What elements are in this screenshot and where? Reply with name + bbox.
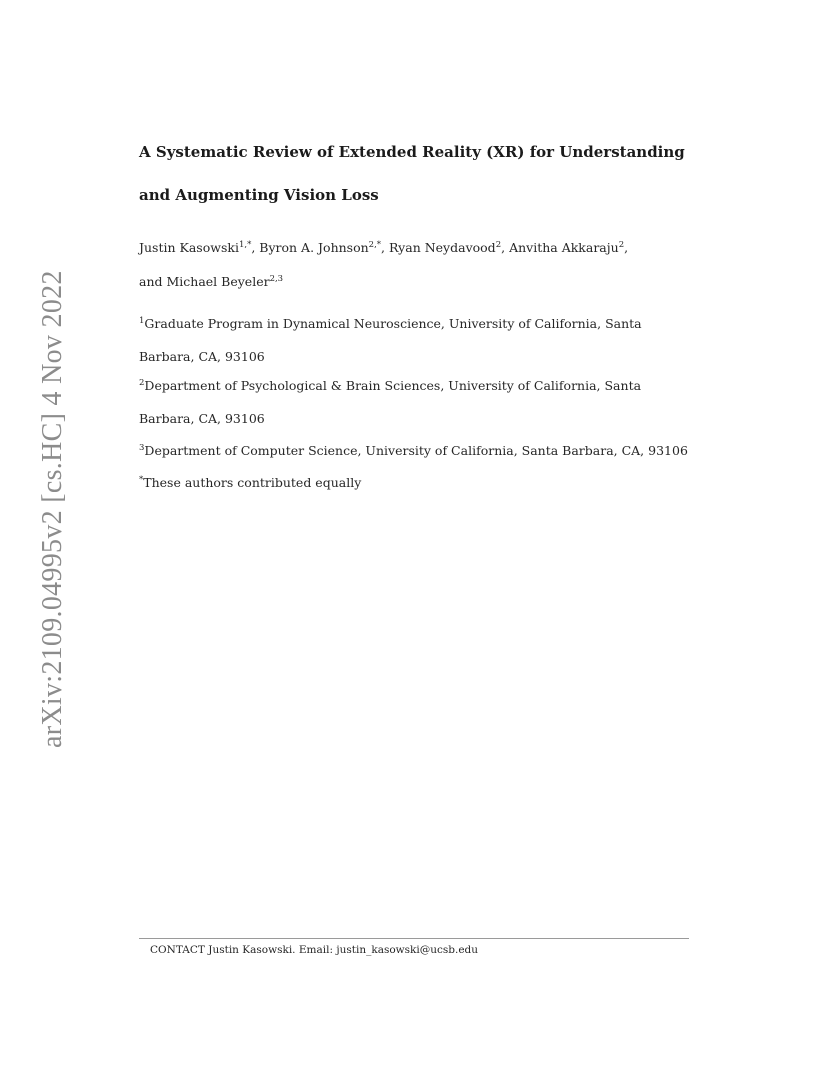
author-separator: , [381,240,389,255]
affiliation-2 [139,369,699,435]
author-affiliation-mark: 2,* [368,240,382,250]
author-list [139,231,699,299]
footnote-divider [139,938,689,939]
affiliation-text: Department of Psychological & Brain Sciences, University of California, Santa Barbara, CA, 93106 [139,378,642,426]
equal-contribution-mark: * [139,475,144,485]
affiliation-text: Graduate Program in Dynamical Neuroscience, University of California, Santa Barbara, CA, 93106 [139,316,642,364]
affiliation-mark: 2 [139,378,145,388]
affiliation-1 [139,307,699,373]
author-separator: , [501,240,510,255]
paper-title [139,131,699,217]
equal-contribution-note [139,466,699,499]
contact-footnote [150,944,478,956]
contact-label: CONTACT [150,944,205,956]
author-affiliation-mark: 2 [618,240,625,250]
author-affiliation-mark: 1,* [238,240,252,250]
author-name: Anvitha Akkaraju [509,240,619,255]
author-affiliation-mark: 2 [495,240,502,250]
author-affiliation-mark: 2,3 [269,274,284,284]
affiliation-mark: 1 [139,316,145,326]
author-name: Byron A. Johnson [259,240,369,255]
affiliation-3 [139,434,699,467]
contact-text: Justin Kasowski. Email: justin_kasowski@ucsb.edu [208,944,479,956]
author-separator: , [251,240,260,255]
affiliation-text: Department of Computer Science, University of California, Santa Barbara, CA, 93106 [144,443,688,458]
author-name: Ryan Neydavood [388,240,496,255]
arxiv-identifier-stamp: arXiv:2109.04995v2 [cs.HC] 4 Nov 2022 [37,270,68,748]
title-line-2: and Augmenting Vision Loss [139,186,379,204]
author-name: and Michael Beyeler [139,274,270,289]
title-line-1: A Systematic Review of Extended Reality (XR) for Understanding [139,143,685,161]
equal-contribution-text: These authors contributed equally [143,475,362,490]
author-separator: , [624,240,629,255]
author-name: Justin Kasowski [139,240,239,255]
affiliation-mark: 3 [139,443,145,453]
